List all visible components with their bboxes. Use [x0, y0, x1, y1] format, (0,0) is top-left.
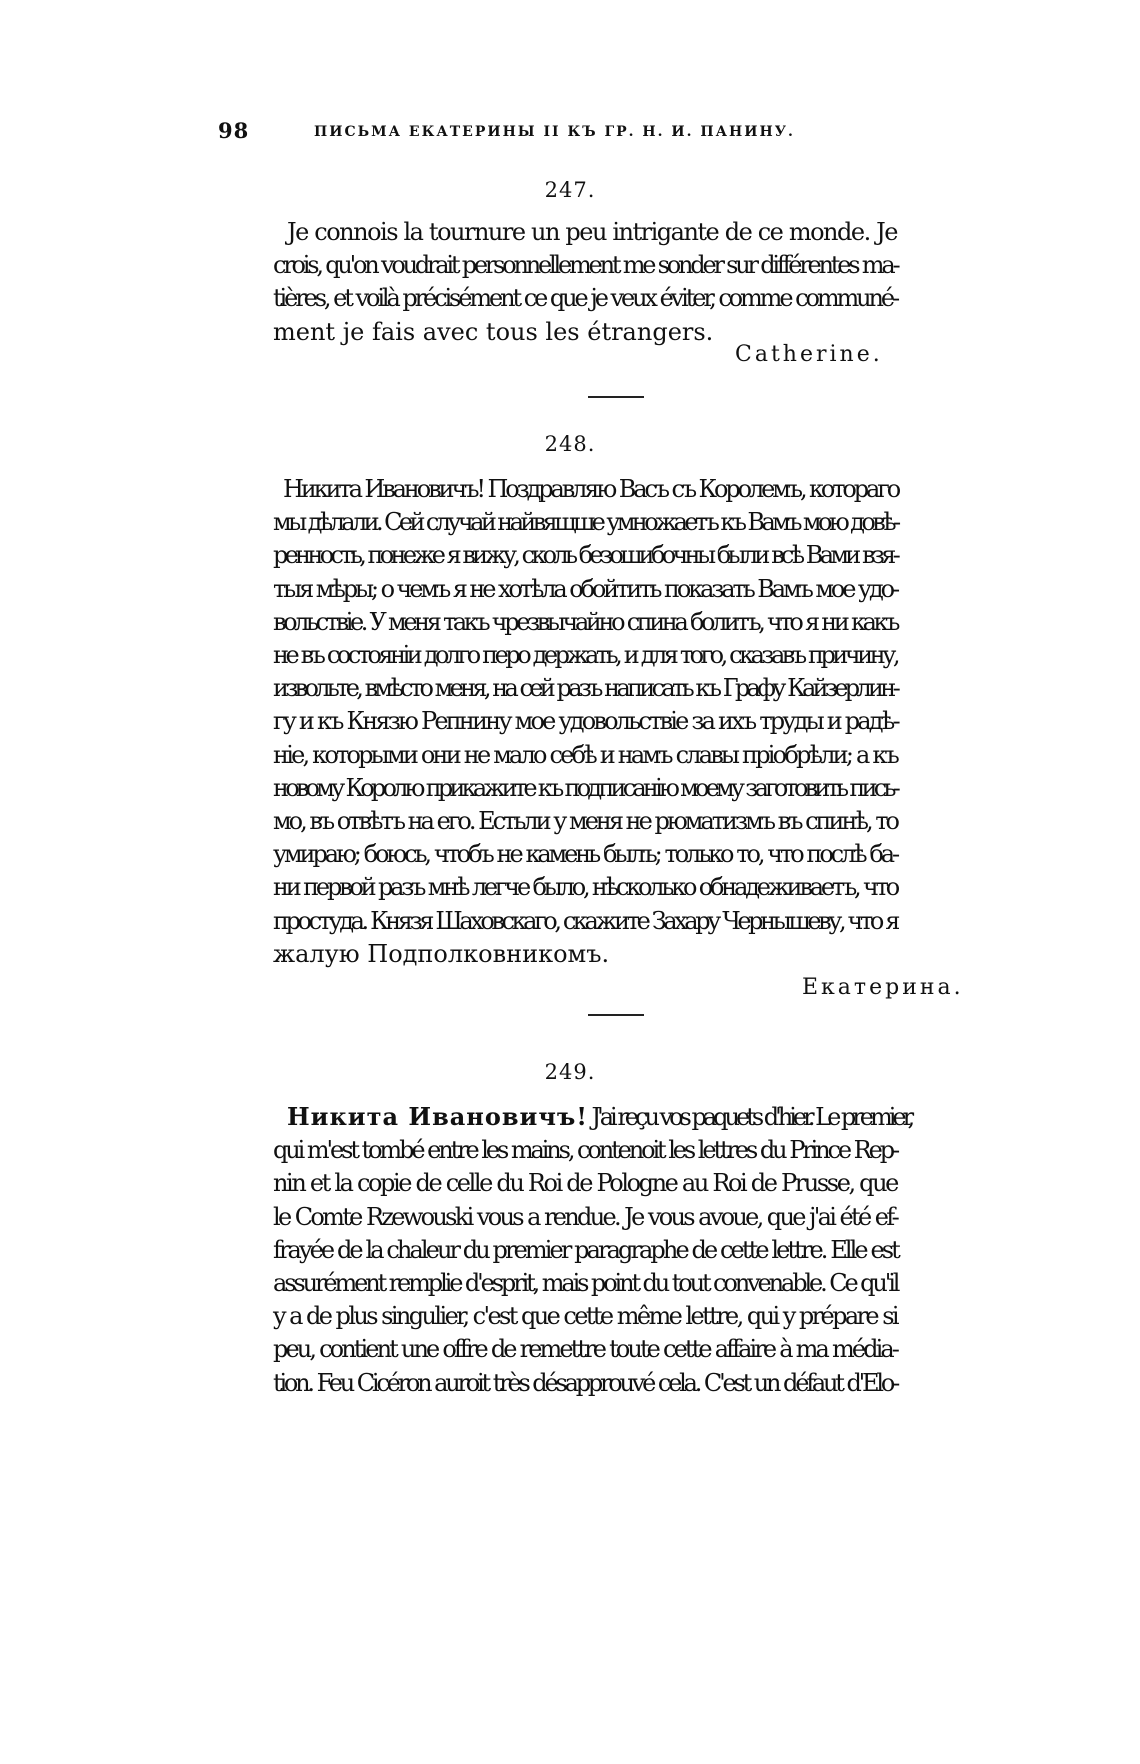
page-number: 98 — [218, 118, 250, 143]
letter-249-line: assurément remplie d'esprit, mais point du tout convenable. Ce qu'il — [273, 1269, 898, 1298]
letter-248-line: тыя мѣры; о чемъ я не хотѣла обойтить показать Вамъ мое удо- — [273, 574, 897, 603]
letter-number-248: 248. — [544, 432, 596, 456]
letter-248-line: жалую Подполковникомъ. — [273, 939, 610, 968]
letter-248-line: умираю; боюсь, чтобъ не камень былъ; только то, что послѣ ба- — [273, 840, 897, 869]
section-divider — [588, 396, 644, 398]
letter-number-249: 249. — [544, 1060, 596, 1084]
letter-248-line: не въ состояніи долго перо держать, и для того, сказавъ причину, — [273, 641, 897, 670]
letter-248-line: ніе, которыми они не мало себѣ и намъ славы пріобрѣли; а къ — [273, 740, 897, 769]
letter-248-line: простуда. Князя Шаховскаго, скажите Захару Чернышеву, что я — [273, 906, 897, 935]
letter-249-line: peu, contient une offre de remettre toute cette affaire à ma média- — [273, 1335, 897, 1364]
letter-249-salutation: Никита Ивановичъ! — [287, 1102, 588, 1131]
letter-248-line: Никита Ивановичъ! Поздравляю Васъ съ Королемъ, котораго — [283, 475, 899, 503]
letter-247-line: tières, et voilà précisément ce que je veux éviter, comme communé- — [273, 284, 897, 313]
letter-249-line: le Comte Rzewouski vous a rendue. Je vous avoue, que j'ai été ef- — [273, 1202, 897, 1231]
letter-247-line: ment je fais avec tous les étrangers. — [273, 317, 714, 346]
letter-248-body — [273, 473, 897, 971]
letter-247-body — [273, 216, 897, 349]
letter-248-line: новому Королю прикажите къ подписанію моему заготовить пись- — [273, 773, 897, 802]
letter-248-line: гу и къ Князю Репнину мое удовольствіе за ихъ труды и радѣ- — [273, 707, 898, 736]
letter-248-line: вольствіе. У меня такъ чрезвычайно спина болитъ, что я ни какъ — [273, 607, 897, 636]
letter-249-first-line — [273, 1100, 912, 1134]
letter-248-line: ни первой разъ мнѣ легче было, нѣсколько обнадеживаетъ, что — [273, 873, 897, 902]
running-title: ПИСЬМА ЕКАТЕРИНЫ II КЪ ГР. Н. И. ПАНИНУ. — [314, 124, 795, 140]
letter-247-signature: Catherine. — [735, 342, 883, 367]
letter-248-line: ренность, понеже я вижу, сколь безошибочны были всѣ Вами взя- — [273, 541, 897, 570]
letter-249-body — [273, 1100, 912, 1400]
letter-number-247: 247. — [544, 178, 596, 202]
letter-249-line: y a de plus singulier, c'est que cette même lettre, qui y prépare si — [273, 1302, 897, 1331]
letter-249-line: nin et la copie de celle du Roi de Pologne au Roi de Prusse, que — [273, 1169, 897, 1198]
letter-248-line: мы дѣлали. Сей случай найвящше умножаетъ къ Вамъ мою довѣ- — [273, 508, 898, 537]
letter-247-line: crois, qu'on voudrait personnellement me sonder sur différentes ma- — [273, 251, 898, 280]
section-divider — [588, 1014, 644, 1016]
page-header — [218, 118, 918, 148]
letter-247-line: Je connois la tournure un peu intrigante de ce monde. Je — [287, 218, 897, 246]
letter-249-line: qui m'est tombé entre les mains, contenoit les lettres du Prince Rep- — [273, 1136, 897, 1165]
letter-249-line: J'ai reçu vos paquets d'hier. Le premier, — [591, 1103, 912, 1131]
letter-248-signature: Екатерина. — [802, 975, 964, 1000]
letter-249-line: frayée de la chaleur du premier paragraphe de cette lettre. Elle est — [273, 1235, 898, 1264]
letter-248-line: извольте, вмѣсто меня, на сей разъ написать къ Графу Кайзерлин- — [273, 674, 897, 703]
letter-249-line: tion. Feu Cicéron auroit très désapprouvé cela. C'est un défaut d'Elo- — [273, 1368, 897, 1397]
letter-248-line: мо, въ отвѣтъ на его. Естьли у меня не рюматизмъ въ спинѣ, то — [273, 807, 897, 836]
